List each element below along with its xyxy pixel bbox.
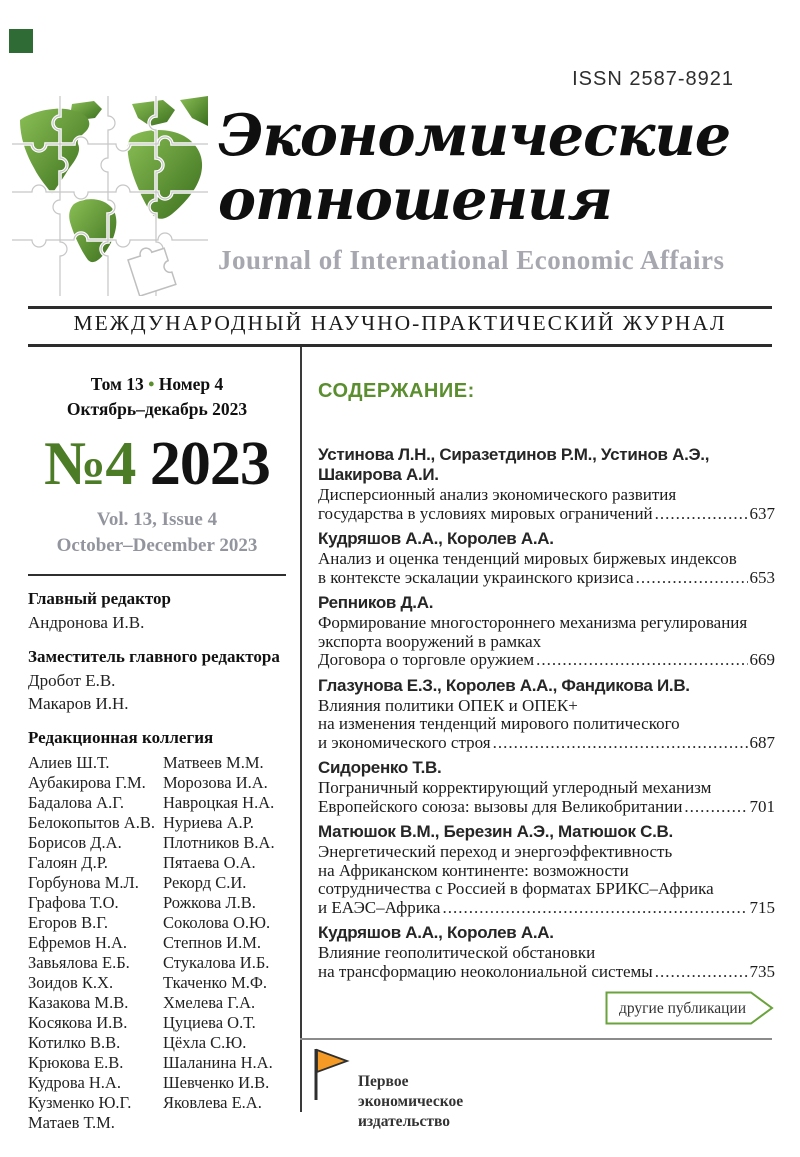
toc-title-line: экспорта вооружений в рамках [318, 631, 542, 651]
toc-title-line: на Африканском континенте: возможности [318, 860, 629, 880]
toc-authors: Кудряшов А.А., Королев А.А. [318, 529, 554, 548]
dot-leader [536, 651, 747, 670]
board-member: Степнов И.М. [163, 933, 261, 953]
toc-title-line: сотрудничества с Россией в форматах БРИКС–Африка [318, 879, 714, 898]
number-ru: Номер 4 [158, 374, 224, 394]
dot-leader [493, 734, 748, 753]
toc-title-line: Энергетический переход и энергоэффективность [318, 842, 673, 861]
board-member: Ткаченко М.Ф. [163, 973, 268, 993]
toc-page-number: 701 [749, 796, 775, 816]
deputy-editor-label: Заместитель главного редактора [28, 647, 280, 667]
dot-leader [636, 569, 748, 588]
toc-authors: Матюшок В.М., Березин А.Э., Матюшок С.В. [318, 822, 673, 841]
toc-entries [318, 445, 775, 981]
toc-authors: Репников Д.А. [318, 593, 434, 612]
toc-title-text: государства в условиях мировых ограничений [318, 503, 653, 523]
board-member [163, 1113, 286, 1133]
journal-type-banner: МЕЖДУНАРОДНЫЙ НАУЧНО-ПРАКТИЧЕСКИЙ ЖУРНАЛ [73, 311, 727, 335]
dot-leader [655, 505, 748, 524]
volume-info-en [28, 507, 286, 560]
toc-title-last-line [318, 734, 775, 753]
board-member: Навроцкая Н.А. [163, 793, 275, 813]
board-member: Горбунова М.Л. [28, 873, 139, 893]
toc-authors: Сидоренко Т.В. [318, 758, 442, 777]
issue-number-display [28, 429, 286, 498]
toc-page-number: 715 [749, 897, 775, 917]
toc-authors: Кудряшов А.А., Королев А.А. [318, 923, 554, 942]
toc-title-text: в контексте эскалации украинского кризиса [318, 567, 634, 587]
toc-entry [318, 593, 775, 670]
board-member: Рожкова Л.В. [163, 893, 256, 913]
board-member: Хмелева Г.А. [163, 993, 256, 1013]
board-member: Соколова О.Ю. [163, 913, 271, 933]
bullet-separator: • [148, 374, 155, 394]
deputy-editor-name: Дробот Е.В. [28, 671, 116, 691]
board-member: Крюкова Е.В. [28, 1053, 124, 1073]
board-member: Плотников В.А. [163, 833, 275, 853]
volume-ru: Том 13 [90, 374, 144, 394]
dot-leader [655, 963, 748, 982]
toc-title-line: Дисперсионный анализ экономического развития [318, 485, 677, 504]
board-member: Цуциева О.Т. [163, 1013, 256, 1033]
masthead [12, 96, 730, 296]
board-member: Кузменко Ю.Г. [28, 1093, 132, 1113]
toc-title-line: Влияния политики ОПЕК и ОПЕК+ [318, 695, 578, 715]
more-publications-row [318, 991, 775, 1025]
publisher-name-line3: издательство [358, 1113, 450, 1130]
toc-page-number: 653 [749, 567, 775, 587]
board-member: Шаланина Н.А. [163, 1053, 273, 1073]
board-member: Графова Т.О. [28, 893, 119, 913]
more-publications-label: другие публикации [619, 1000, 747, 1017]
board-member: Шевченко И.В. [163, 1073, 270, 1093]
board-member: Белокопытов А.В. [28, 813, 155, 833]
board-member: Ефремов Н.А. [28, 933, 128, 953]
volume-number-ru [28, 372, 286, 397]
board-member: Зоидов К.Х. [28, 973, 114, 993]
board-member: Матаев Т.М. [28, 1113, 115, 1133]
toc-title-last-line [318, 569, 775, 588]
chief-editor-label: Главный редактор [28, 588, 171, 608]
publisher-name-line1: Первое [358, 1073, 409, 1090]
board-member: Галоян Д.Р. [28, 853, 108, 873]
board-member: Котилко В.В. [28, 1033, 121, 1053]
toc-title-last-line [318, 505, 775, 524]
board-member: Яковлева Е.А. [163, 1093, 262, 1113]
toc-page-number: 669 [749, 650, 775, 669]
toc-title-line: на изменения тенденций мирового политического [318, 714, 680, 733]
dot-leader [684, 798, 747, 817]
issue-info-column [28, 372, 286, 1133]
column-divider [300, 347, 302, 1112]
board-member: Матвеев М.М. [163, 753, 264, 773]
flag-icon [310, 1046, 350, 1104]
publisher-name [358, 1046, 463, 1132]
toc-entry [318, 445, 775, 523]
board-member: Бадалова А.Г. [28, 793, 125, 813]
horizontal-rule-bottom [28, 344, 772, 347]
left-column-divider [28, 574, 286, 576]
journal-title-line2: отношения [218, 166, 612, 234]
toc-title-text: на трансформацию неоколониальной системы [318, 961, 653, 981]
board-member: Косякова И.В. [28, 1013, 128, 1033]
toc-page-number: 637 [749, 503, 775, 523]
world-map-puzzle-logo [12, 96, 208, 296]
toc-authors: Глазунова Е.З., Королев А.А., Фандикова И.В. [318, 675, 690, 695]
board-member: Пятаева О.А. [163, 853, 256, 873]
board-member: Аубакирова Г.М. [28, 773, 146, 793]
horizontal-rule-top [28, 306, 772, 309]
issue-number-green: №4 [44, 429, 136, 498]
toc-page-number: 687 [749, 732, 775, 752]
footer-divider [300, 1038, 772, 1040]
board-member: Рекорд С.И. [163, 873, 247, 893]
corner-accent-square [9, 29, 33, 53]
toc-title-last-line [318, 798, 775, 817]
board-member: Борисов Д.А. [28, 833, 122, 853]
toc-authors: Устинова Л.Н., Сиразетдинов Р.М., Устинов А.Э., Шакирова А.И. [318, 445, 710, 484]
toc-entry [318, 822, 775, 917]
board-member: Морозова И.А. [163, 773, 268, 793]
board-member: Нуриева А.Р. [163, 813, 254, 833]
period-ru: Октябрь–декабрь 2023 [66, 399, 248, 420]
journal-title-en: Journal of International Economic Affairs [218, 244, 725, 275]
toc-entry [318, 923, 775, 981]
toc-entry [318, 676, 775, 753]
chief-editor-name: Андронова И.В. [28, 612, 145, 632]
toc-title-line: Пограничный корректирующий углеродный механизм [318, 778, 712, 797]
toc-entry [318, 529, 775, 587]
publisher-name-line2: экономическое [358, 1093, 464, 1110]
editorial-board-list [28, 753, 286, 1133]
toc-title-line: Формирование многостороннего механизма регулирования [318, 613, 748, 632]
deputy-editor-name: Макаров И.Н. [28, 693, 129, 713]
journal-title-ru [218, 104, 730, 233]
toc-title-last-line [318, 899, 775, 918]
board-member: Егоров В.Г. [28, 913, 109, 933]
toc-title-last-line [318, 963, 775, 982]
toc-title-text: Европейского союза: вызовы для Великобритании [318, 796, 683, 816]
board-member: Алиев Ш.Т. [28, 753, 110, 773]
contents-heading: СОДЕРЖАНИЕ: [318, 380, 475, 402]
board-member: Казакова М.В. [28, 993, 129, 1013]
issue-year: 2023 [149, 429, 270, 498]
contents-column [318, 380, 775, 1025]
toc-page-number: 735 [749, 961, 775, 981]
publisher-logo [310, 1046, 463, 1132]
toc-entry [318, 758, 775, 816]
toc-title-text: Договора о торговле оружием [318, 650, 535, 669]
period-en: October–December 2023 [56, 535, 258, 557]
journal-title-line1: Экономические [218, 102, 731, 169]
editorial-board-label: Редакционная коллегия [28, 728, 214, 748]
dot-leader [442, 899, 747, 918]
board-member: Завьялова Е.Б. [28, 953, 130, 973]
more-publications-button[interactable] [605, 991, 775, 1025]
toc-title-line: Анализ и оценка тенденций мировых биржевых индексов [318, 549, 737, 568]
toc-title-text: и ЕАЭС–Африка [318, 897, 441, 917]
toc-title-text: и экономического строя [318, 732, 491, 752]
toc-title-line: Влияние геополитической обстановки [318, 943, 596, 962]
board-member: Цёхла С.Ю. [163, 1033, 247, 1053]
board-member: Стукалова И.Б. [163, 953, 270, 973]
toc-title-last-line [318, 651, 775, 670]
issn-number: ISSN 2587-8921 [572, 68, 734, 90]
board-member: Кудрова Н.А. [28, 1073, 121, 1093]
volume-en: Vol. 13, Issue 4 [96, 508, 218, 530]
